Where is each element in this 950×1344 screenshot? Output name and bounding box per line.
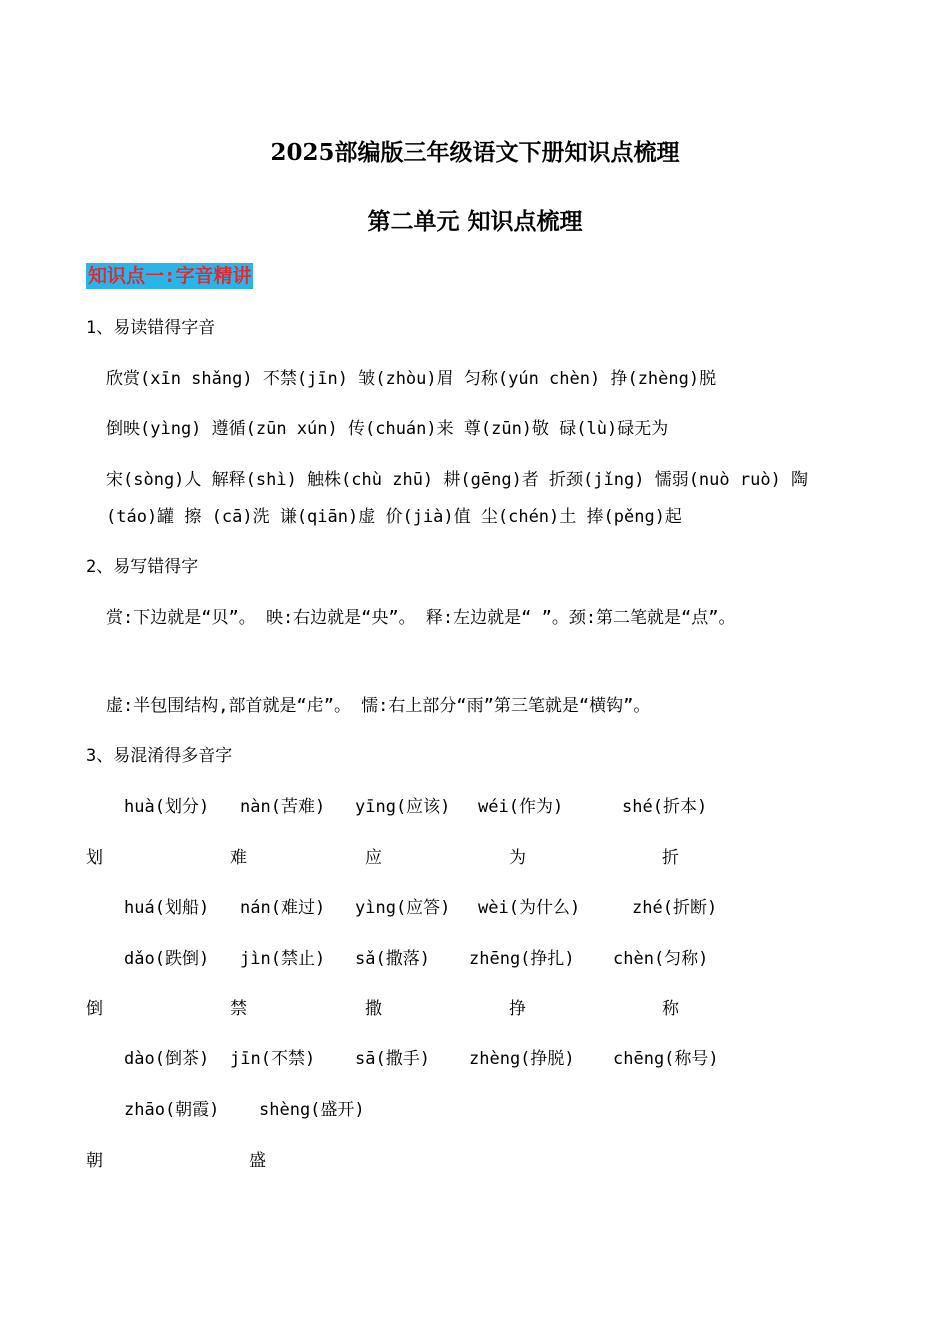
section-heading-1: 1、易读错得字音 (86, 318, 216, 338)
section-heading-3: 3、易混淆得多音字 (86, 746, 233, 766)
polyphone-char: 折 (662, 848, 679, 868)
polyphone-char: 难 (230, 848, 247, 868)
pinyin-line: (táo)罐 擦 (cā)洗 谦(qiān)虚 价(jià)值 尘(chén)土 捧(pěng)起 (106, 507, 682, 527)
pinyin-line: 倒映(yìng) 遵循(zūn xún) 传(chuán)来 尊(zūn)敬 碌(lù)碌无为 (106, 419, 669, 439)
polyphone-char: 朝 (86, 1151, 103, 1171)
knowledge-point-label: 知识点一:字音精讲 (88, 265, 252, 287)
reading-bottom: yìng(应答) (355, 898, 451, 918)
unit-subtitle: 第二单元 知识点梳理 (367, 208, 583, 235)
reading-top: chèn(匀称) (613, 949, 709, 969)
polyphone-char: 划 (86, 848, 103, 868)
reading-top: jìn(禁止) (240, 949, 326, 969)
writing-tip-line: 虚:半包围结构,部首就是“虍”。 懦:右上部分“雨”第三笔就是“横钩”。 (106, 696, 651, 716)
reading-top: zhāo(朝霞) (124, 1100, 220, 1120)
reading-bottom: nán(难过) (240, 898, 326, 918)
reading-top: huà(划分) (124, 797, 210, 817)
polyphone-char: 挣 (509, 999, 526, 1019)
reading-bottom: chēng(称号) (613, 1049, 719, 1069)
reading-top: shé(折本) (622, 797, 708, 817)
reading-top: sǎ(撒落) (355, 949, 430, 969)
reading-top: zhēng(挣扎) (469, 949, 575, 969)
polyphone-char: 倒 (86, 999, 103, 1019)
polyphone-char: 为 (509, 848, 526, 868)
reading-bottom: sā(撒手) (355, 1049, 430, 1069)
reading-top: dǎo(跌倒) (124, 949, 210, 969)
reading-bottom: wèi(为什么) (478, 898, 581, 918)
polyphone-char: 称 (662, 999, 679, 1019)
reading-bottom: dào(倒茶) (124, 1049, 210, 1069)
writing-tip-line: 赏:下边就是“贝”。 映:右边就是“央”。 释:左边就是“ ”。颈:第二笔就是“点”。 (106, 608, 736, 628)
pinyin-line: 宋(sòng)人 解释(shì) 触株(chù zhū) 耕(gēng)者 折颈(jǐng) 懦弱(nuò ruò) 陶 (106, 470, 809, 490)
reading-top: wéi(作为) (478, 797, 564, 817)
document-title: 2025部编版三年级语文下册知识点梳理 (270, 139, 680, 166)
reading-bottom: zhèng(挣脱) (469, 1049, 575, 1069)
polyphone-char: 禁 (230, 999, 247, 1019)
pinyin-line: 欣赏(xīn shǎng) 不禁(jīn) 皱(zhòu)眉 匀称(yún chèn) 挣(zhèng)脱 (106, 369, 717, 389)
polyphone-char: 应 (365, 848, 382, 868)
section-heading-2: 2、易写错得字 (86, 557, 199, 577)
reading-bottom: zhé(折断) (632, 898, 718, 918)
reading-top: shèng(盛开) (259, 1100, 365, 1120)
polyphone-char: 盛 (249, 1151, 266, 1171)
reading-bottom: huá(划船) (124, 898, 210, 918)
reading-bottom: jīn(不禁) (230, 1049, 316, 1069)
reading-top: yīng(应该) (355, 797, 451, 817)
polyphone-char: 撒 (365, 999, 382, 1019)
reading-top: nàn(苦难) (240, 797, 326, 817)
